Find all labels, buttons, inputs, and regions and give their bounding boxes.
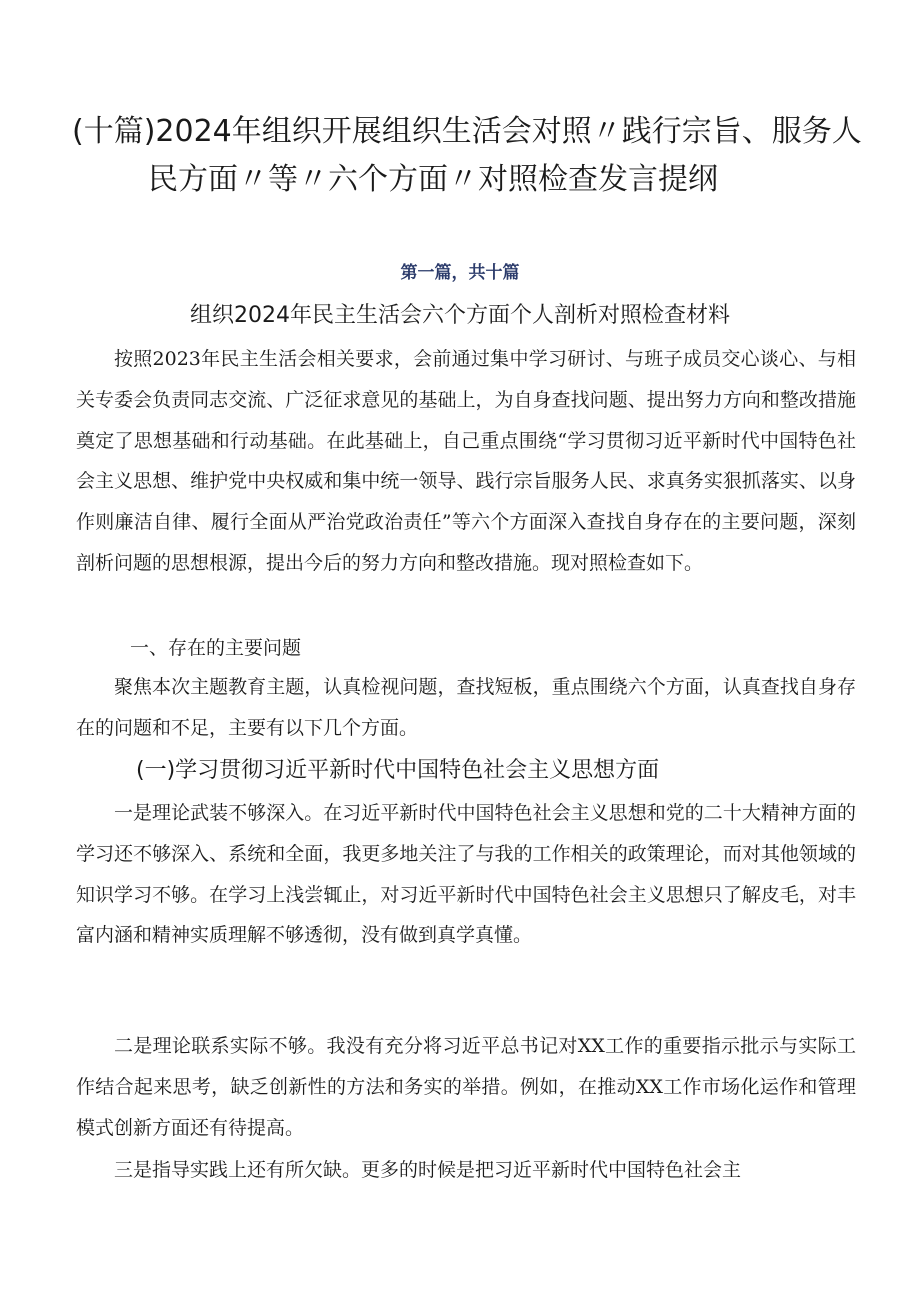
title-line-1: (十篇)2024年组织开展组织生活会对照〃践行宗旨、服务人 <box>72 114 862 149</box>
paragraph-focus: 聚焦本次主题教育主题，认真检视问题，查找短板，重点围绕六个方面，认真查找自身存在的问题和不足，主要有以下几个方面。 <box>76 676 856 739</box>
paragraph-point-3: 三是指导实践上还有所欠缺。更多的时候是把习近平新时代中国特色社会主 <box>114 1159 742 1181</box>
paragraph-point-1: 一是理论武装不够深入。在习近平新时代中国特色社会主义思想和党的二十大精神方面的学习还不够深入、系统和全面，我更多地关注了与我的工作相关的政策理论，而对其他领域的知识学习不够。在学习上浅尝辄止，对习近平新时代中国特色社会主义思想只了解皮毛，对丰富内涵和精神实质理解不够透彻，没有做到真学真懂。 <box>76 802 856 947</box>
heading-main-problems: 一、存在的主要问题 <box>130 637 302 659</box>
heading-study-thought: (一)学习贯彻习近平新时代中国特色社会主义思想方面 <box>136 758 660 783</box>
section-label: 第一篇，共十篇 <box>400 263 520 283</box>
document-title <box>72 108 862 204</box>
document-subtitle: 组织2024年民主生活会六个方面个人剖析对照检查材料 <box>190 303 730 328</box>
paragraph-intro: 按照2023年民主生活会相关要求，会前通过集中学习研讨、与班子成员交心谈心、与相关专委会负责同志交流、广泛征求意见的基础上，为自身查找问题、提出努力方向和整改措施奠定了思想基础和行动基础。在此基础上，自己重点围绕“学习贯彻习近平新时代中国特色社会主义思想、维护党中央权威和集中统一领导、践行宗旨服务人民、求真务实狠抓落实、以身作则廉洁自律、履行全面从严治党政治责任”等六个方面深入查找自身存在的主要问题，深刻剖析问题的思想根源，提出今后的努力方向和整改措施。现对照检查如下。 <box>76 348 856 574</box>
title-line-2: 民方面〃等〃六个方面〃对照检查发言提纲 <box>148 162 718 197</box>
paragraph-point-2: 二是理论联系实际不够。我没有充分将习近平总书记对XX工作的重要指示批示与实际工作结合起来思考，缺乏创新性的方法和务实的举措。例如，在推动XX工作市场化运作和管理模式创新方面还有待提高。 <box>76 1035 856 1139</box>
